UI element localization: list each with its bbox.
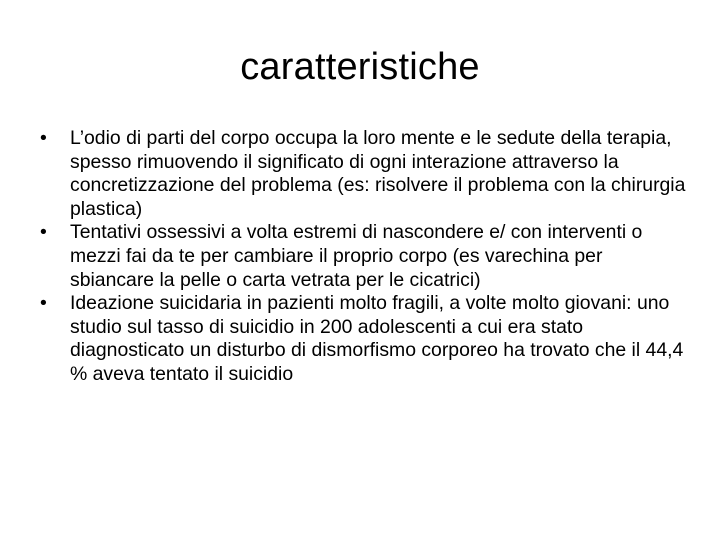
bullet-marker: • [40,292,47,315]
bullet-marker: • [40,221,47,244]
bullet-text: Tentativi ossessivi a volta estremi di nascondere e/ con interventi o mezzi fai da te per cambiare il proprio corpo (es varechina per sbiancare la pelle o carta vetrata per le cicatrici) [70,221,643,291]
bullet-marker: • [40,127,47,149]
bullet-item [36,127,686,221]
bullet-item [36,221,686,292]
slide-title: caratteristiche [240,46,480,88]
bullet-text: L’odio di parti del corpo occupa la loro mente e le sedute della terapia, spesso rimuovendo il significato di ogni interazione attraverso la concretizzazione del problema (es: risolvere il problema con la chirurgia plastica) [70,127,686,220]
bullet-text: Ideazione suicidaria in pazienti molto fragili, a volte molto giovani: uno studio sul tasso di suicidio in 200 adolescenti a cui era stato diagnosticato un disturbo di dismorfismo corporeo ha trovato che il 44,4 % aveva tentato il suicidio [70,292,684,385]
bullet-item [36,292,686,386]
bullet-list [36,127,686,387]
